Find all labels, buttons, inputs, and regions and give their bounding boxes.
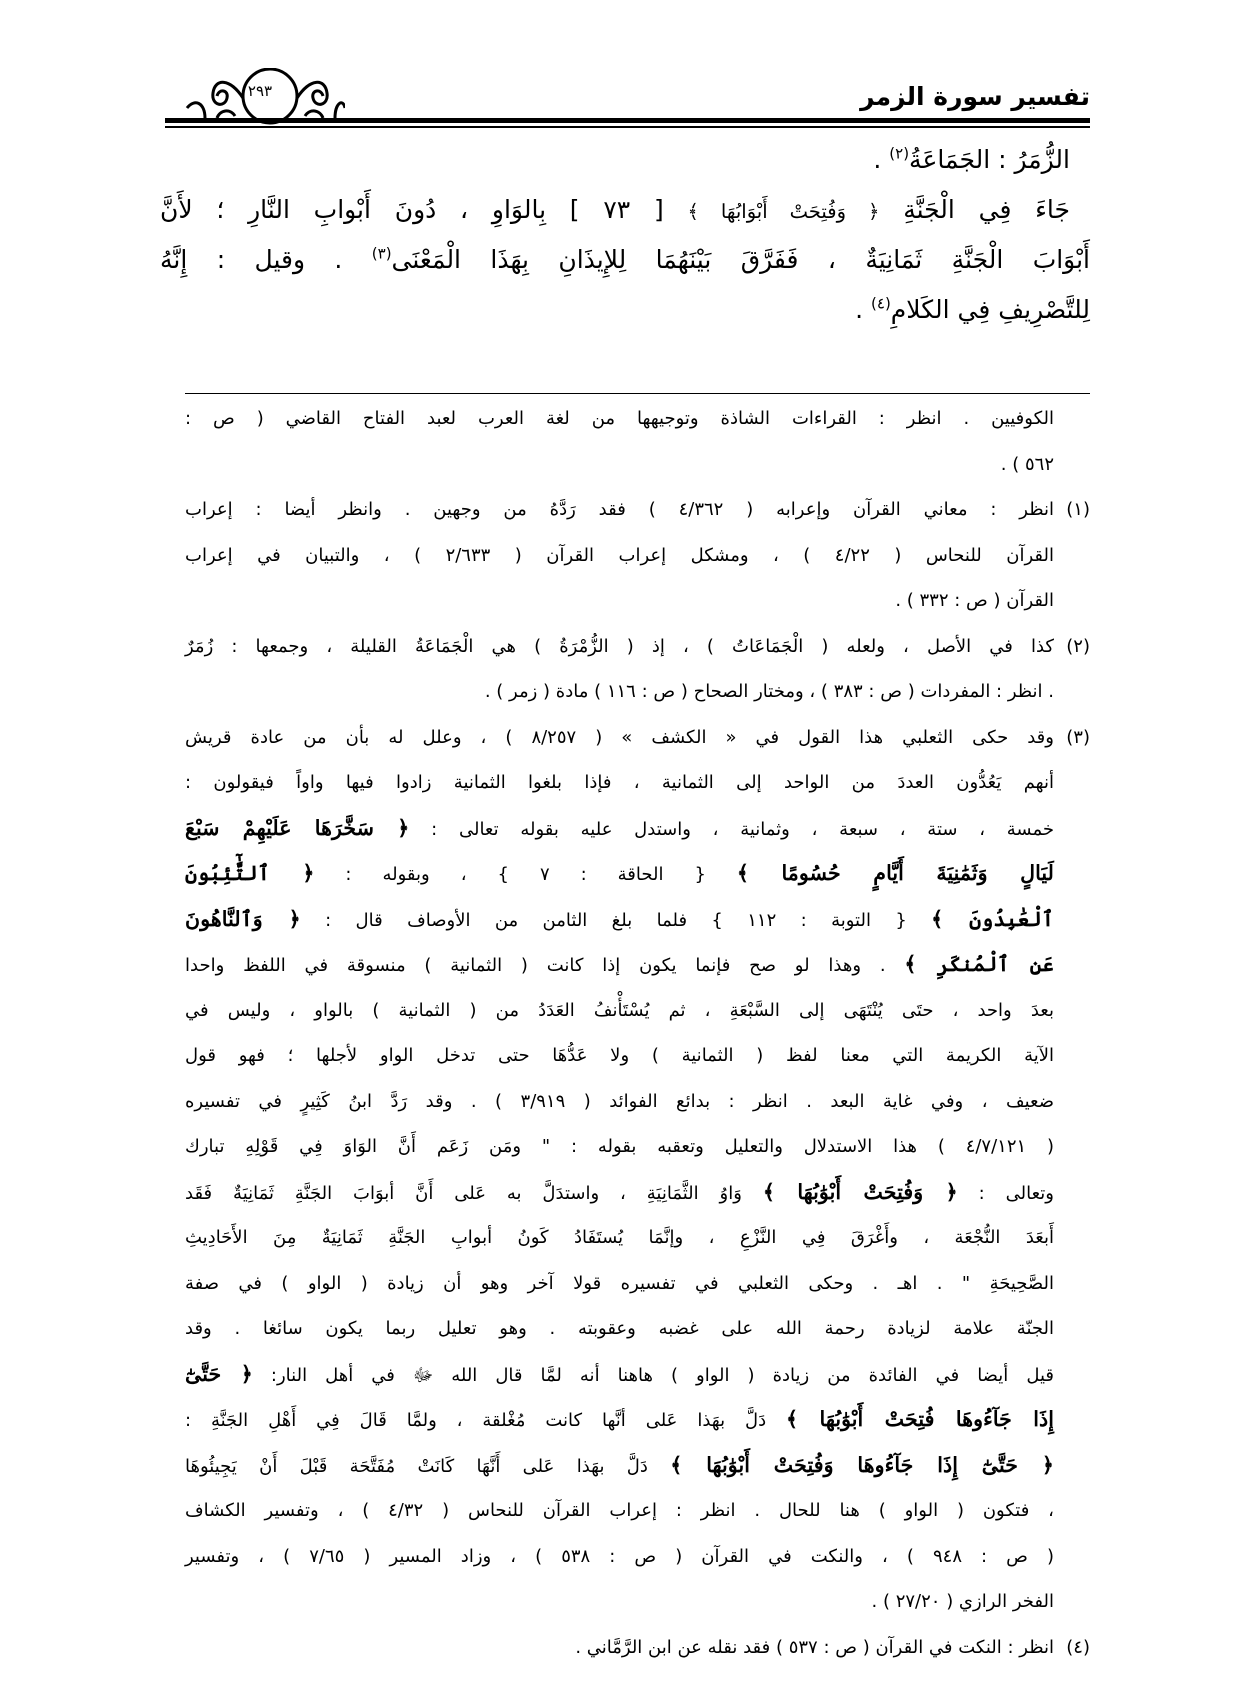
- footnote-line: [185, 1534, 1054, 1580]
- footnote-number: [1054, 396, 1090, 442]
- page-number: ٢٩٣: [247, 82, 273, 100]
- footnote-body: [185, 624, 1054, 715]
- header-rule: [165, 118, 1090, 123]
- text-run: وقد حكى الثعلبي هذا القول في « الكشف » ( ٨/٢٥٧ ) ، وعلل له بأن من عادة قريش: [185, 726, 1054, 748]
- footnote-ref: (٣): [371, 244, 392, 263]
- footnote: [185, 624, 1090, 715]
- footnote-body: [185, 1625, 1054, 1671]
- quran-quote: ٱلْعَٰبِدُونَ ﴾: [931, 906, 1054, 931]
- footnote-line: [185, 851, 1054, 897]
- footnote-line: [185, 396, 1054, 442]
- footnote-line: [185, 1443, 1054, 1489]
- quran-quote: ﴿ سَخَّرَهَا عَلَيْهِمْ سَبْعَ: [185, 815, 410, 840]
- quran-quote: لَيَالٍ وَثَمَٰنِيَةَ أَيَّامٍ حُسُومًا ﴾: [736, 861, 1054, 885]
- text-run: الآية الكريمة التي معنا لفظ ( الثمانية ) ولا عَدُّهَا حتى تدخل الواو لأجلها ؛ فهو قول: [185, 1045, 1054, 1066]
- page-header: [165, 68, 1090, 130]
- footnote-line: [185, 806, 1054, 852]
- footnotes: [185, 396, 1090, 1670]
- footnote-number: (٤): [1066, 1636, 1090, 1658]
- footnote-line: [185, 988, 1054, 1034]
- text-run: الكوفيين . انظر : القراءات الشاذة وتوجيهها من لغة العرب لعبد الفتاح القاضي ( ص :: [185, 408, 1054, 429]
- text-run: كذا في الأصل ، ولعله ( الْجَمَاعَاتُ ) ، إذ ( الزُّمْرَةُ ) هي الْجَمَاعَةُ القليلة ، وجمعها : زُمَرٌ: [185, 635, 1054, 657]
- text-run: { الحاقة : ٧ } ، وبقوله :: [314, 864, 737, 885]
- footnote: [185, 396, 1090, 487]
- main-line: [160, 185, 1090, 235]
- footnote-number: (٢): [1066, 635, 1090, 657]
- footnote: [185, 487, 1090, 624]
- footnote-line: [185, 487, 1054, 533]
- footnote-number: (١): [1066, 499, 1090, 520]
- footnote-line: [185, 1215, 1054, 1261]
- text-run: بعدَ واحد ، حتَى يُنْتَهَى إلى السَّبْعَةِ ، ثم يُسْتَأْنفُ العَدَدُ من ( الثمانية ) بالواو ، وليس في: [185, 999, 1054, 1021]
- footnote-line: [185, 1261, 1054, 1307]
- footnote-line: [185, 1579, 1054, 1625]
- footnote: [185, 1625, 1090, 1671]
- text-run: القرآن ( ص : ٣٣٢ ) .: [895, 590, 1054, 611]
- text-run: قيل أيضا في الفائدة من زيادة ( الواو ) هاهنا أنه لمَّا قال الله ﷻ في أهل النار:: [252, 1364, 1054, 1386]
- footnote-line: [185, 715, 1054, 761]
- footnote-line: [185, 942, 1054, 988]
- footnote-line: [185, 1488, 1054, 1534]
- footnote-line: [185, 533, 1054, 579]
- quran-quote: إِذَا جَآءُوهَا فُتِحَتْ أَبْوَٰبُهَا ﴾: [786, 1407, 1055, 1431]
- footnote-line: [185, 669, 1054, 715]
- main-line: [160, 235, 1090, 285]
- footnote-line: [185, 1306, 1054, 1352]
- text-run: .: [855, 295, 872, 324]
- text-run: . انظر : المفردات ( ص : ٣٨٣ ) ، ومختار الصحاح ( ص : ١١٦ ) مادة ( زمر ) .: [484, 681, 1054, 702]
- text-run: انظر : النكت في القرآن ( ص : ٥٣٧ ) فقد نقله عن ابن الرَّمَّاني .: [575, 1636, 1054, 1658]
- footnote-ref: (٢): [889, 144, 910, 163]
- text-run: ( ص : ٩٤٨ ) ، والنكت في القرآن ( ص : ٥٣٨ ) ، وزاد المسير ( ٧/٦٥ ) ، وتفسير: [185, 1545, 1055, 1567]
- text-run: ، فتكون ( الواو ) هنا للحال . انظر : إعراب القرآن للنحاس ( ٤/٣٢ ) ، وتفسير الكشاف: [185, 1500, 1054, 1521]
- text-run: أنهم يَعُدُّون العددَ من الواحد إلى الثمانية ، فإذا بلغوا الثمانية زادوا فيها واواً فيقولون :: [185, 772, 1054, 793]
- footnote-line: [185, 1625, 1054, 1671]
- text-run: [ ٧٣ ] بِالوَاوِ ، دُونَ أَبْوابِ النَّارِ ؛ لأَنَّ: [160, 195, 688, 224]
- footnote-line: [185, 1397, 1054, 1443]
- text-run: أَبعَدَ النُّجْعَة ، وأَغْرَقَ فِي النَّزْعِ ، وإنَّمَا يُستَفَادُ كَونُ أبوابِ الجَنَّةِ ثَمَانِيَةٌ مِنَ الأَحَادِيثِ: [185, 1227, 1054, 1248]
- quran-quote: ﴿ وَفُتِحَتْ أَبْوَابُهَا ﴾: [687, 200, 880, 223]
- footnote-line: [185, 624, 1054, 670]
- footnote-line: [185, 760, 1054, 806]
- footnote-ref: (٤): [871, 294, 891, 313]
- footnote-line: [185, 1033, 1054, 1079]
- text-run: الجنّة علامة لزيادة رحمة الله على غضبه وعقوبته . وهو تعليل ربما يكون سائغا . وقد: [185, 1318, 1054, 1339]
- quran-quote: ﴿ حَتَّىٰٓ: [185, 1361, 253, 1386]
- text-run: خمسة ، ستة ، سبعة ، وثمانية ، واستدل عليه بقوله تعالى :: [409, 818, 1054, 840]
- text-run: دَلَّ بهَذا عَلى أَنَّهَا كَانَتْ مُفَتَّحَة قَبْلَ أَنْ يَجِيئُوهَا: [185, 1455, 671, 1477]
- text-run: ضعيف ، وفي غاية البعد . انظر : بدائع الفوائد ( ٣/٩١٩ ) . وقد رَدَّ ابنُ كَثِيرٍ في تفسيره: [185, 1090, 1054, 1112]
- text-run: وتعالى :: [957, 1182, 1054, 1204]
- quran-quote: ﴿ وَفُتِحَتْ أَبْوَٰبُهَا ﴾: [762, 1179, 958, 1204]
- text-run: ( ٤/٧/١٢١ ) هذا الاستدلال والتعليل وتعقبه بقوله : " ومَن زَعَم أَنَّ الوَاوَ فِي قَوْلِهِ تبارك: [185, 1136, 1055, 1157]
- footnote-line: [185, 1352, 1054, 1398]
- text-run: الصَّحِيحَةِ " . اهـ . وحكى الثعلبي في تفسيره قولا آخر وهو أن زيادة ( الواو ) في صفة: [185, 1272, 1054, 1294]
- text-run: . وقيل : إِنَّهُ: [160, 245, 372, 274]
- footnote-line: [185, 1079, 1054, 1125]
- main-line: [160, 285, 1090, 335]
- footnote-body: [185, 396, 1054, 487]
- footnote-line: [185, 897, 1054, 943]
- footnote: [185, 715, 1090, 1625]
- footnote-line: [185, 1124, 1054, 1170]
- text-run: الزُّمَرُ : الجَمَاعَةُ: [909, 145, 1070, 174]
- text-run: .: [873, 145, 890, 174]
- text-run: . وهذا لو صح فإنما يكون إذا كانت ( الثمانية ) منسوقة في اللفظ واحدا: [185, 955, 905, 976]
- text-run: القرآن للنحاس ( ٤/٢٢ ) ، ومشكل إعراب القرآن ( ٢/٦٣٣ ) ، والتبيان في إعراب: [185, 544, 1054, 566]
- text-run: الفخر الرازي ( ٢٧/٢٠ ) .: [871, 1591, 1054, 1612]
- footnote-separator: [185, 393, 1090, 394]
- text-run: وَاوُ الثَّمَانِيَةِ ، واستدَلَّ به عَلى أَنَّ أبوَابَ الجَنَّةِ ثَمَانِيَةٌ فَقَد: [185, 1182, 763, 1204]
- quran-quote: ﴿ حَتَّىٰٓ إِذَا جَآءُوهَا وَفُتِحَتْ أَبْوَٰبُهَا ﴾: [670, 1452, 1054, 1477]
- quran-quote: ﴿ وَٱلنَّاهُونَ: [185, 906, 301, 931]
- footnote-line: [185, 442, 1054, 488]
- quran-quote: عَنِ ٱلْمُنكَرِ ﴾: [904, 952, 1054, 976]
- quran-quote: ﴿ ٱلتَّٰٓئِبُونَ: [185, 861, 315, 885]
- footnote-line: [185, 578, 1054, 624]
- text-run: { التوبة : ١١٢ } فلما بلغ الثامن من الأوصاف قال :: [300, 909, 932, 931]
- text-run: لِلتَّصْرِيفِ فِي الكَلامِ: [890, 295, 1090, 324]
- text-run: دَلَّ بهَذا عَلى أنَّها كانت مُغْلقة ، ولمَّا قَالَ فِي أَهْلِ الجَنَّةِ :: [185, 1410, 786, 1431]
- text-run: جَاءَ فِي الْجَنَّةِ: [879, 195, 1071, 224]
- text-run: انظر : معاني القرآن وإعرابه ( ٤/٣٦٢ ) فقد رَدَّهُ من وجهين . وانظر أيضا : إعراب: [185, 499, 1054, 520]
- main-text: [160, 135, 1090, 335]
- footnote-body: [185, 715, 1054, 1625]
- main-line: [160, 135, 1090, 185]
- running-title: تفسير سورة الزمر: [860, 82, 1090, 111]
- text-run: أَبْوَابَ الْجَنَّةِ ثَمَانِيَةٌ ، فَفَرَّقَ بَيْنَهُمَا لِلإِيذَانِ بِهَذَا الْمَعْنَى: [391, 245, 1090, 274]
- footnote-number: (٣): [1066, 726, 1090, 748]
- footnote-line: [185, 1170, 1054, 1216]
- footnote-body: [185, 487, 1054, 624]
- text-run: ٥٦٢ ) .: [1000, 453, 1054, 475]
- header-rule-thin: [165, 126, 1090, 128]
